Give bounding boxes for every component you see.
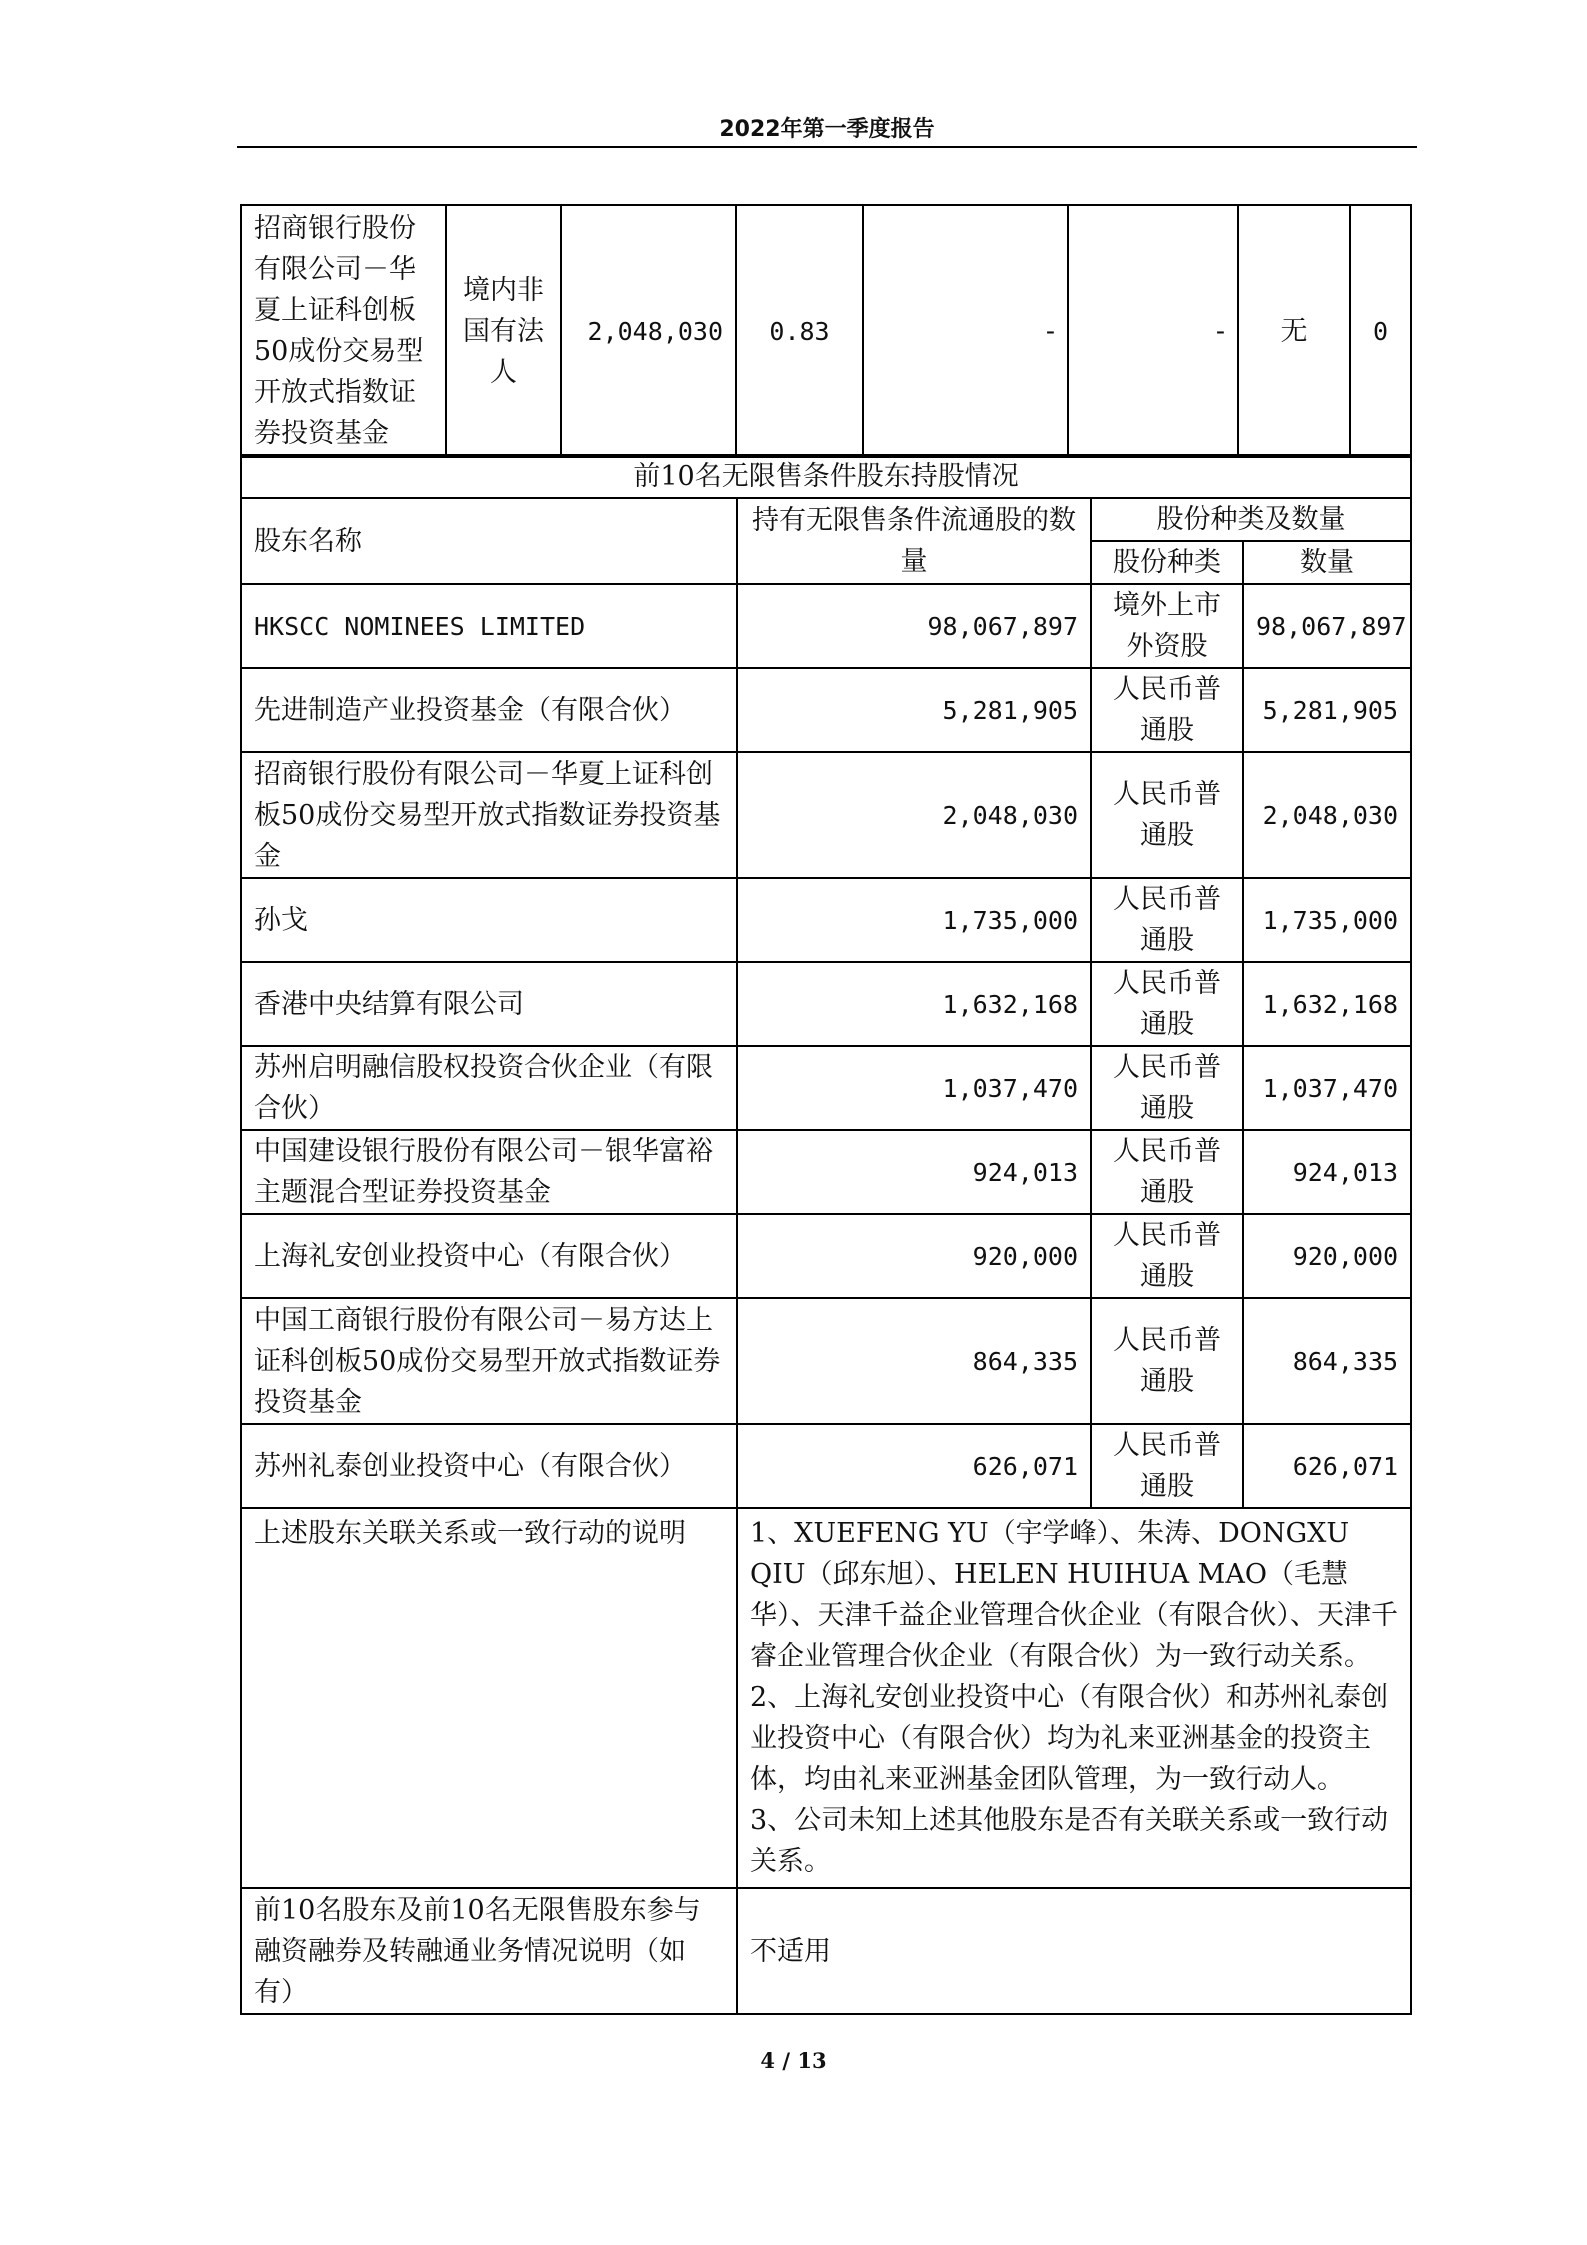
holder-qty: 864,335 <box>1243 1298 1411 1424</box>
top-shareholder-continuation-table <box>240 204 1412 458</box>
holder-qty: 2,048,030 <box>1243 752 1411 878</box>
holder-share-type: 人民币普通股 <box>1091 1214 1243 1298</box>
col-header-shareholder-name: 股东名称 <box>241 498 737 584</box>
table-row <box>241 205 1411 457</box>
holder-share-type: 人民币普通股 <box>1091 878 1243 962</box>
holder-count: 626,071 <box>737 1424 1091 1508</box>
col-header-share-type: 股份种类 <box>1091 541 1243 584</box>
margin-trading-label: 前10名股东及前10名无限售股东参与融资融券及转融通业务情况说明（如有） <box>241 1888 737 2014</box>
holder-name: 苏州启明融信股权投资合伙企业（有限合伙） <box>241 1046 737 1130</box>
holder-share-type: 境外上市外资股 <box>1091 584 1243 668</box>
table-row <box>241 1424 1411 1508</box>
holder-name: 中国工商银行股份有限公司－易方达上证科创板50成份交易型开放式指数证券投资基金 <box>241 1298 737 1424</box>
table-row <box>241 878 1411 962</box>
holder-qty: 1,037,470 <box>1243 1046 1411 1130</box>
table-row <box>241 752 1411 878</box>
table-row <box>241 1298 1411 1424</box>
col-header-qty: 数量 <box>1243 541 1411 584</box>
holder-name: 上海礼安创业投资中心（有限合伙） <box>241 1214 737 1298</box>
table-row <box>241 584 1411 668</box>
column-header-row <box>241 498 1411 541</box>
holder-qty: 98,067,897 <box>1243 584 1411 668</box>
holder-qty: 626,071 <box>1243 1424 1411 1508</box>
holder-share-type: 人民币普通股 <box>1091 1298 1243 1424</box>
page-number: 4 / 13 <box>760 2048 827 2073</box>
col-header-share-type-and-qty: 股份种类及数量 <box>1091 498 1411 541</box>
holder-share-type: 人民币普通股 <box>1091 962 1243 1046</box>
holder-count: 924,013 <box>737 1130 1091 1214</box>
holder-qty: 920,000 <box>1243 1214 1411 1298</box>
top-row-shares: 2,048,030 <box>561 205 736 457</box>
table-row <box>241 668 1411 752</box>
holder-qty: 1,632,168 <box>1243 962 1411 1046</box>
table-row <box>241 1130 1411 1214</box>
holder-name: HKSCC NOMINEES LIMITED <box>241 584 737 668</box>
holder-name: 先进制造产业投资基金（有限合伙） <box>241 668 737 752</box>
holder-qty: 5,281,905 <box>1243 668 1411 752</box>
relation-label: 上述股东关联关系或一致行动的说明 <box>241 1508 737 1888</box>
holder-name: 孙戈 <box>241 878 737 962</box>
holder-share-type: 人民币普通股 <box>1091 1046 1243 1130</box>
holder-count: 98,067,897 <box>737 584 1091 668</box>
top-row-nature: 境内非国有法人 <box>446 205 561 457</box>
holder-name: 香港中央结算有限公司 <box>241 962 737 1046</box>
top-row-quantity: 0 <box>1350 205 1411 457</box>
holder-count: 5,281,905 <box>737 668 1091 752</box>
top-row-ratio: 0.83 <box>736 205 863 457</box>
holder-share-type: 人民币普通股 <box>1091 1130 1243 1214</box>
margin-trading-value: 不适用 <box>737 1888 1411 2014</box>
section-title: 前10名无限售条件股东持股情况 <box>241 455 1411 498</box>
relation-description <box>737 1508 1411 1888</box>
top-row-pledged-shares: - <box>1068 205 1238 457</box>
relation-item-1: 1、XUEFENG YU（宇学峰）、朱涛、DONGXU QIU（邱东旭）、HELEN HUIHUA MAO（毛慧华）、天津千益企业管理合伙企业（有限合伙）、天津千睿企业管理合伙企业（有限合伙）为一致行动关系。 <box>750 1518 1398 1672</box>
holder-count: 1,037,470 <box>737 1046 1091 1130</box>
holder-count: 1,632,168 <box>737 962 1091 1046</box>
top-row-name: 招商银行股份有限公司－华夏上证科创板50成份交易型开放式指数证券投资基金 <box>241 205 446 457</box>
report-header-title: 2022年第一季度报告 <box>719 117 935 142</box>
holder-count: 864,335 <box>737 1298 1091 1424</box>
holder-count: 2,048,030 <box>737 752 1091 878</box>
holder-share-type: 人民币普通股 <box>1091 752 1243 878</box>
holder-name: 中国建设银行股份有限公司－银华富裕主题混合型证券投资基金 <box>241 1130 737 1214</box>
holder-count: 920,000 <box>737 1214 1091 1298</box>
section-title-row <box>241 455 1411 498</box>
header-divider <box>237 146 1417 148</box>
table-row <box>241 1214 1411 1298</box>
table-row <box>241 962 1411 1046</box>
table-row <box>241 1046 1411 1130</box>
col-header-unrestricted-qty: 持有无限售条件流通股的数量 <box>737 498 1091 584</box>
holder-qty: 1,735,000 <box>1243 878 1411 962</box>
relation-item-2: 2、上海礼安创业投资中心（有限合伙）和苏州礼泰创业投资中心（有限合伙）均为礼来亚洲基金的投资主体，均由礼来亚洲基金团队管理，为一致行动人。 <box>750 1682 1389 1795</box>
holder-name: 苏州礼泰创业投资中心（有限合伙） <box>241 1424 737 1508</box>
holder-qty: 924,013 <box>1243 1130 1411 1214</box>
holder-share-type: 人民币普通股 <box>1091 1424 1243 1508</box>
holder-share-type: 人民币普通股 <box>1091 668 1243 752</box>
relation-row <box>241 1508 1411 1888</box>
relation-item-3: 3、公司未知上述其他股东是否有关联关系或一致行动关系。 <box>750 1805 1389 1877</box>
top-row-pledge-status: 无 <box>1238 205 1350 457</box>
holder-name: 招商银行股份有限公司－华夏上证科创板50成份交易型开放式指数证券投资基金 <box>241 752 737 878</box>
holder-count: 1,735,000 <box>737 878 1091 962</box>
top-row-restricted: - <box>863 205 1068 457</box>
unrestricted-holders-table <box>240 454 1412 2015</box>
margin-trading-row <box>241 1888 1411 2014</box>
